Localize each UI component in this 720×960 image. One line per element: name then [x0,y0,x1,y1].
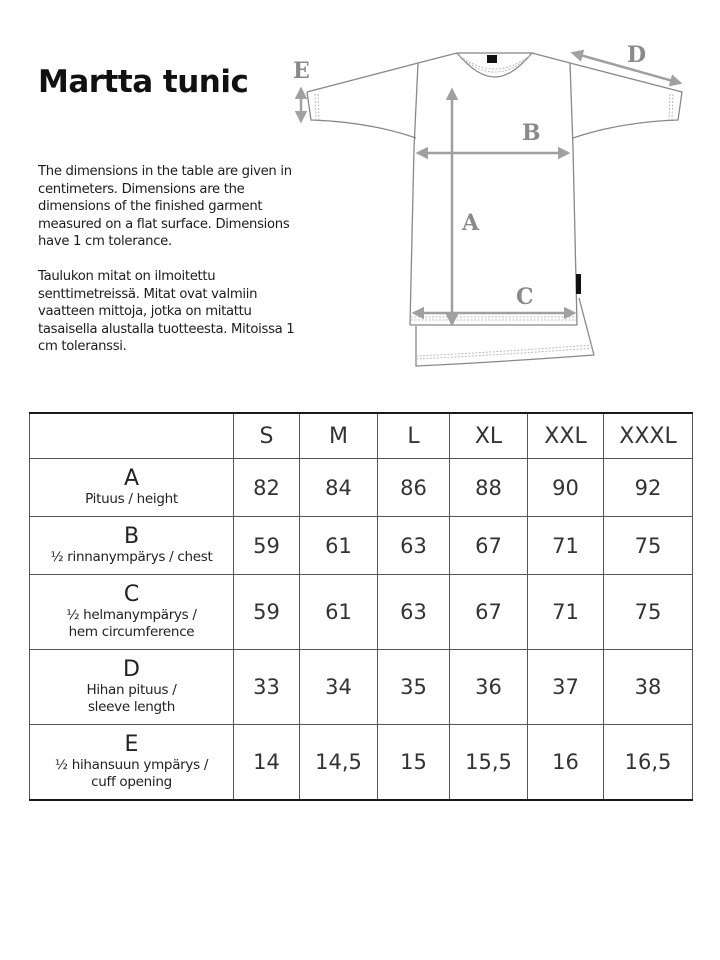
body-right-side [570,63,577,325]
table-row [30,517,693,575]
measurement-description: sleeve length [87,699,176,715]
size-header-row [30,413,693,459]
measurement-label [30,517,234,575]
value-cell: 63 [378,575,450,650]
measurement-letter: C [123,582,140,607]
value-cell: 37 [528,650,604,725]
label-b: B [522,120,541,146]
size-header: XL [450,413,528,459]
value-cell: 84 [300,459,378,517]
value-cell: 38 [604,650,693,725]
measurement-letter: D [123,657,140,682]
value-cell: 33 [234,650,300,725]
value-cell: 16 [528,725,604,801]
label-c: C [516,284,534,310]
measurement-label [30,459,234,517]
value-cell: 63 [378,517,450,575]
side-label-tag [576,274,581,294]
measurement-description: Hihan pituus / [86,682,177,698]
measurement-letter: E [124,732,139,757]
value-cell: 92 [604,459,693,517]
value-cell: 75 [604,575,693,650]
size-header: L [378,413,450,459]
measurement-description: Pituus / height [85,491,178,507]
table-row [30,650,693,725]
header-corner-cell [30,413,234,459]
measurement-label [30,650,234,725]
measurement-description: ½ rinnanympärys / chest [50,549,213,565]
right-sleeve [532,53,682,138]
size-header: M [300,413,378,459]
size-header: S [234,413,300,459]
value-cell: 88 [450,459,528,517]
value-cell: 14 [234,725,300,801]
measurement-letter: A [123,466,140,491]
value-cell: 71 [528,575,604,650]
value-cell: 16,5 [604,725,693,801]
value-cell: 82 [234,459,300,517]
value-cell: 59 [234,575,300,650]
value-cell: 34 [300,650,378,725]
size-table [29,412,693,801]
value-cell: 14,5 [300,725,378,801]
value-cell: 61 [300,575,378,650]
garment-diagram [290,30,700,380]
value-cell: 15,5 [450,725,528,801]
back-hem [416,298,594,366]
table-row [30,459,693,517]
value-cell: 75 [604,517,693,575]
table-row [30,725,693,801]
body-left-side [410,63,418,325]
neck-label-tag [487,55,497,63]
garment-outline [307,53,682,366]
measurement-description: cuff opening [91,774,172,790]
description-english: The dimensions in the table are given in centimeters. Dimensions are the dimensions of the finished garment measured on a flat surface. Dimensions have 1 cm tolerance. [38,164,292,250]
measurement-description: ½ helmanympärys / [66,607,197,623]
measurement-label [30,725,234,801]
label-e: E [293,58,310,84]
value-cell: 15 [378,725,450,801]
table-row [30,575,693,650]
value-cell: 35 [378,650,450,725]
measurement-label [30,575,234,650]
value-cell: 59 [234,517,300,575]
value-cell: 67 [450,575,528,650]
value-cell: 71 [528,517,604,575]
value-cell: 67 [450,517,528,575]
label-d: D [627,42,647,68]
value-cell: 61 [300,517,378,575]
size-header: XXXL [604,413,693,459]
page-title: Martta tunic [38,64,249,100]
value-cell: 90 [528,459,604,517]
measurement-letter: B [123,524,140,549]
label-a: A [462,210,480,236]
value-cell: 36 [450,650,528,725]
value-cell: 86 [378,459,450,517]
measurement-description: ½ hihansuun ympärys / [54,757,209,773]
left-sleeve [307,53,457,138]
measurement-description: hem circumference [68,624,195,640]
size-header: XXL [528,413,604,459]
description-finnish: Taulukon mitat on ilmoitettu senttimetreissä. Mitat ovat valmiin vaatteen mittoja, jotka on mitattu tasaisella alustalla tuotteesta. Mitoissa 1 cm toleranssi. [38,269,295,355]
